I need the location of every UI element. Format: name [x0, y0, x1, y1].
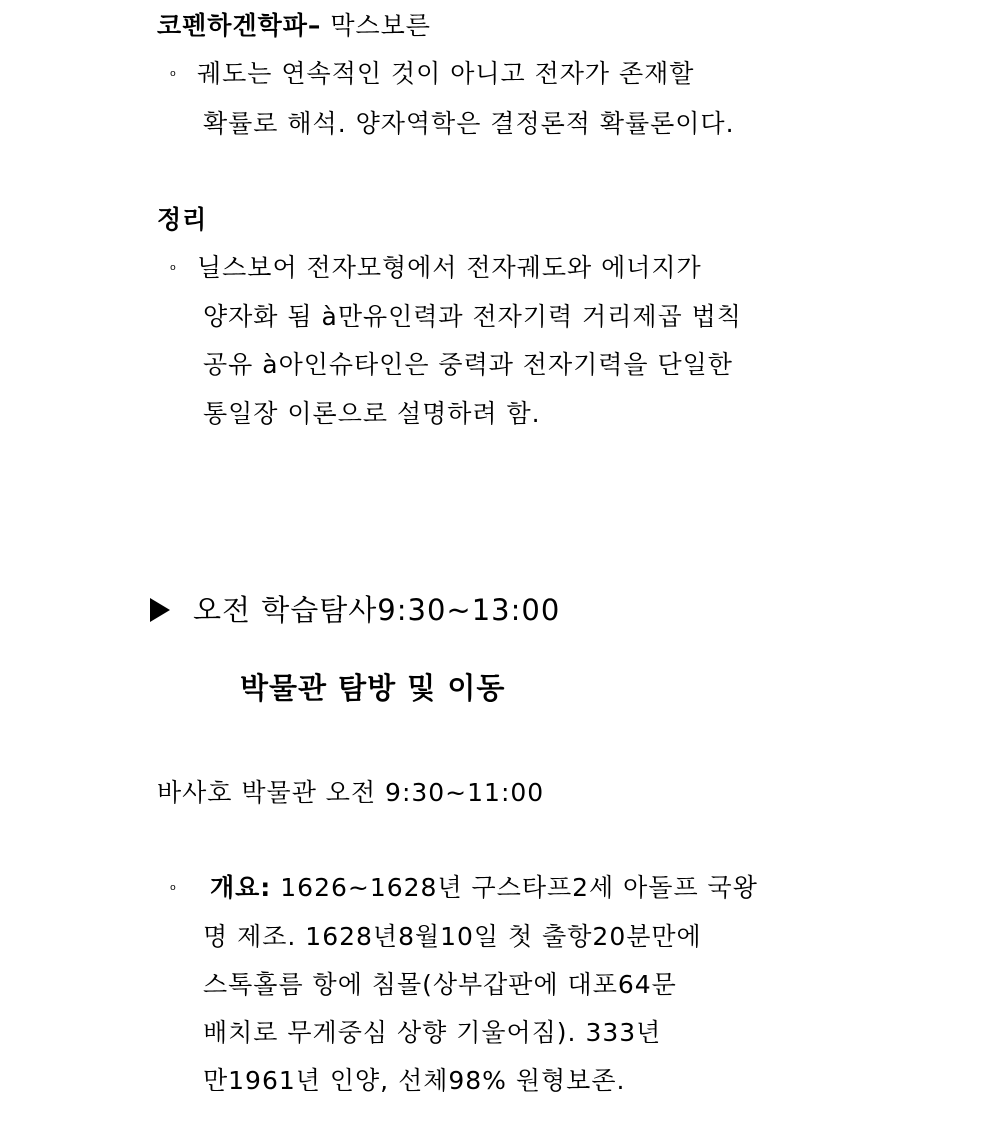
bullet-marker: ₒ: [170, 876, 177, 894]
triangle-bullet-icon: [150, 598, 170, 622]
bullet-marker: ₒ: [170, 256, 177, 274]
schedule-subheading: 박물관 탐방 및 이동: [240, 671, 506, 705]
paragraph-line: 통일장 이론으로 설명하려 함.: [203, 399, 541, 428]
overview-text: 1626~1628년 구스타프2세 아돌프 국왕: [271, 873, 758, 902]
bullet-marker: ₒ: [170, 62, 177, 80]
paragraph-line: 확률로 해석. 양자역학은 결정론적 확률론이다.: [203, 109, 735, 138]
paragraph-line: 배치로 무게중심 상향 기울어짐). 333년: [203, 1018, 662, 1047]
paragraph-line: 명 제조. 1628년8월10일 첫 출항20분만에: [203, 922, 702, 951]
paragraph-line: 공유 à아인슈타인은 중력과 전자기력을 단일한: [203, 350, 733, 379]
paragraph-line: 궤도는 연속적인 것이 아니고 전자가 존재할: [197, 59, 695, 88]
overview-label: 개요:: [210, 873, 272, 902]
paragraph-line: 닐스보어 전자모형에서 전자궤도와 에너지가: [197, 253, 702, 282]
section-title-copenhagen-bold: 코펜하겐학파–: [157, 11, 322, 40]
museum-overview-line: [210, 873, 758, 903]
paragraph-line: 만1961년 인양, 선체98% 원형보존.: [203, 1066, 626, 1095]
section-title-summary: 정리: [157, 205, 208, 234]
schedule-heading: 오전 학습탐사9:30~13:00: [193, 593, 561, 627]
museum-title: 바사호 박물관 오전 9:30~11:00: [157, 778, 545, 807]
paragraph-line: 스톡홀름 항에 침몰(상부갑판에 대포64문: [203, 970, 677, 999]
paragraph-line: 양자화 됨 à만유인력과 전자기력 거리제곱 법칙: [203, 302, 742, 331]
section-title-copenhagen-rest: 막스보른: [321, 11, 431, 40]
section-title-copenhagen: [157, 11, 431, 41]
